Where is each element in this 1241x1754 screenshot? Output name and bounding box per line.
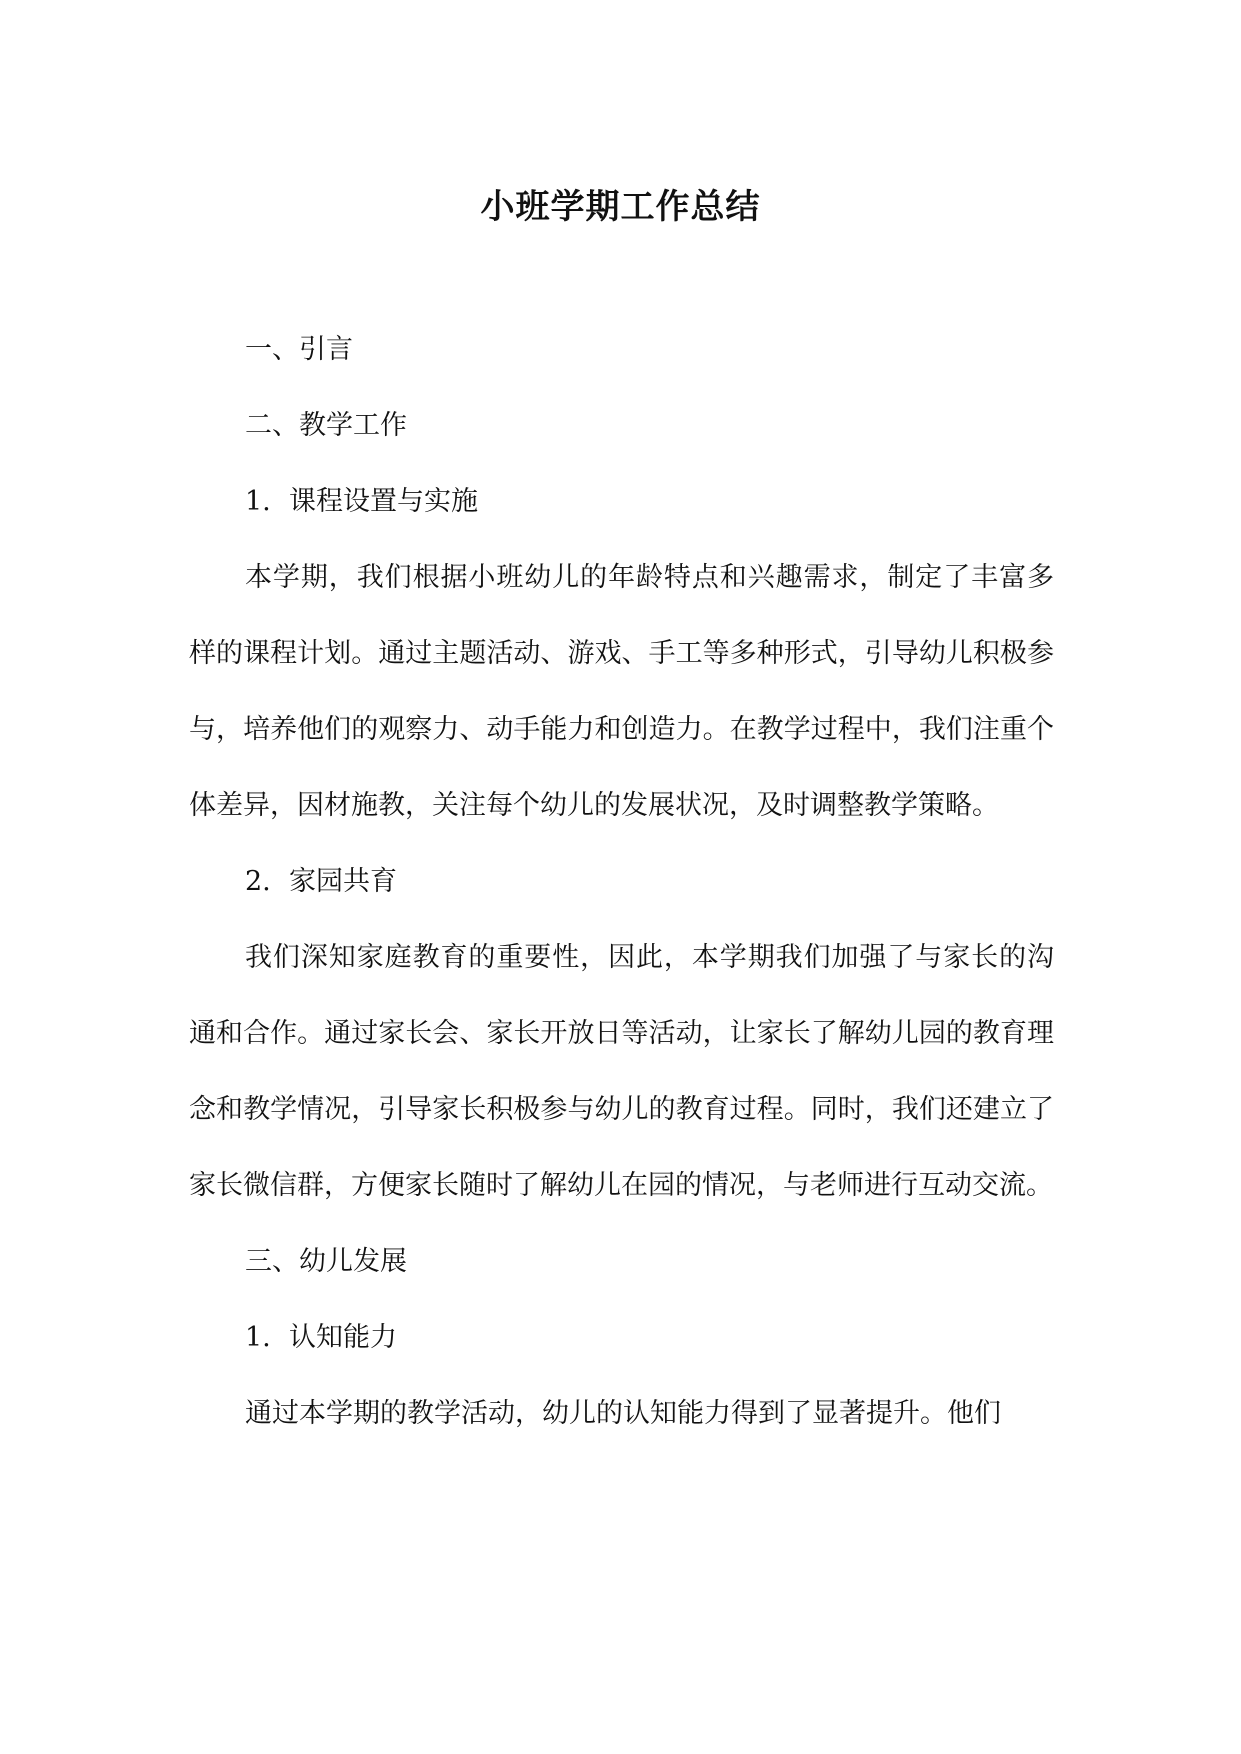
subsection-number: 2. [245,866,271,897]
subsection-number: 1. [245,1322,271,1353]
subsection-title: 课程设置与实施 [289,486,478,517]
subsection-heading [189,1300,1054,1376]
subsection-title: 认知能力 [289,1322,397,1353]
body-paragraph: 本学期，我们根据小班幼儿的年龄特点和兴趣需求，制定了丰富多样的课程计划。通过主题活动、游戏、手工等多种形式，引导幼儿积极参与，培养他们的观察力、动手能力和创造力。在教学过程中，我们注重个体差异，因材施教，关注每个幼儿的发展状况，及时调整教学策略。 [189,562,1054,821]
subsection-number: 1. [245,486,271,517]
section-heading: 一、引言 [245,334,353,365]
subsection-title: 家园共育 [289,866,397,897]
section-heading: 三、幼儿发展 [245,1246,407,1277]
body-paragraph: 通过本学期的教学活动，幼儿的认知能力得到了显著提升。他们 [245,1398,1001,1429]
body-paragraph: 我们深知家庭教育的重要性，因此，本学期我们加强了与家长的沟通和合作。通过家长会、家长开放日等活动，让家长了解幼儿园的教育理念和教学情况，引导家长积极参与幼儿的教育过程。同时，我们还建立了家长微信群，方便家长随时了解幼儿在园的情况，与老师进行互动交流。 [189,942,1054,1201]
document-body [189,312,1054,1452]
section-heading: 二、教学工作 [245,410,407,441]
subsection-heading [189,464,1054,540]
document-title: 小班学期工作总结 [480,187,761,227]
subsection-heading [189,844,1054,920]
